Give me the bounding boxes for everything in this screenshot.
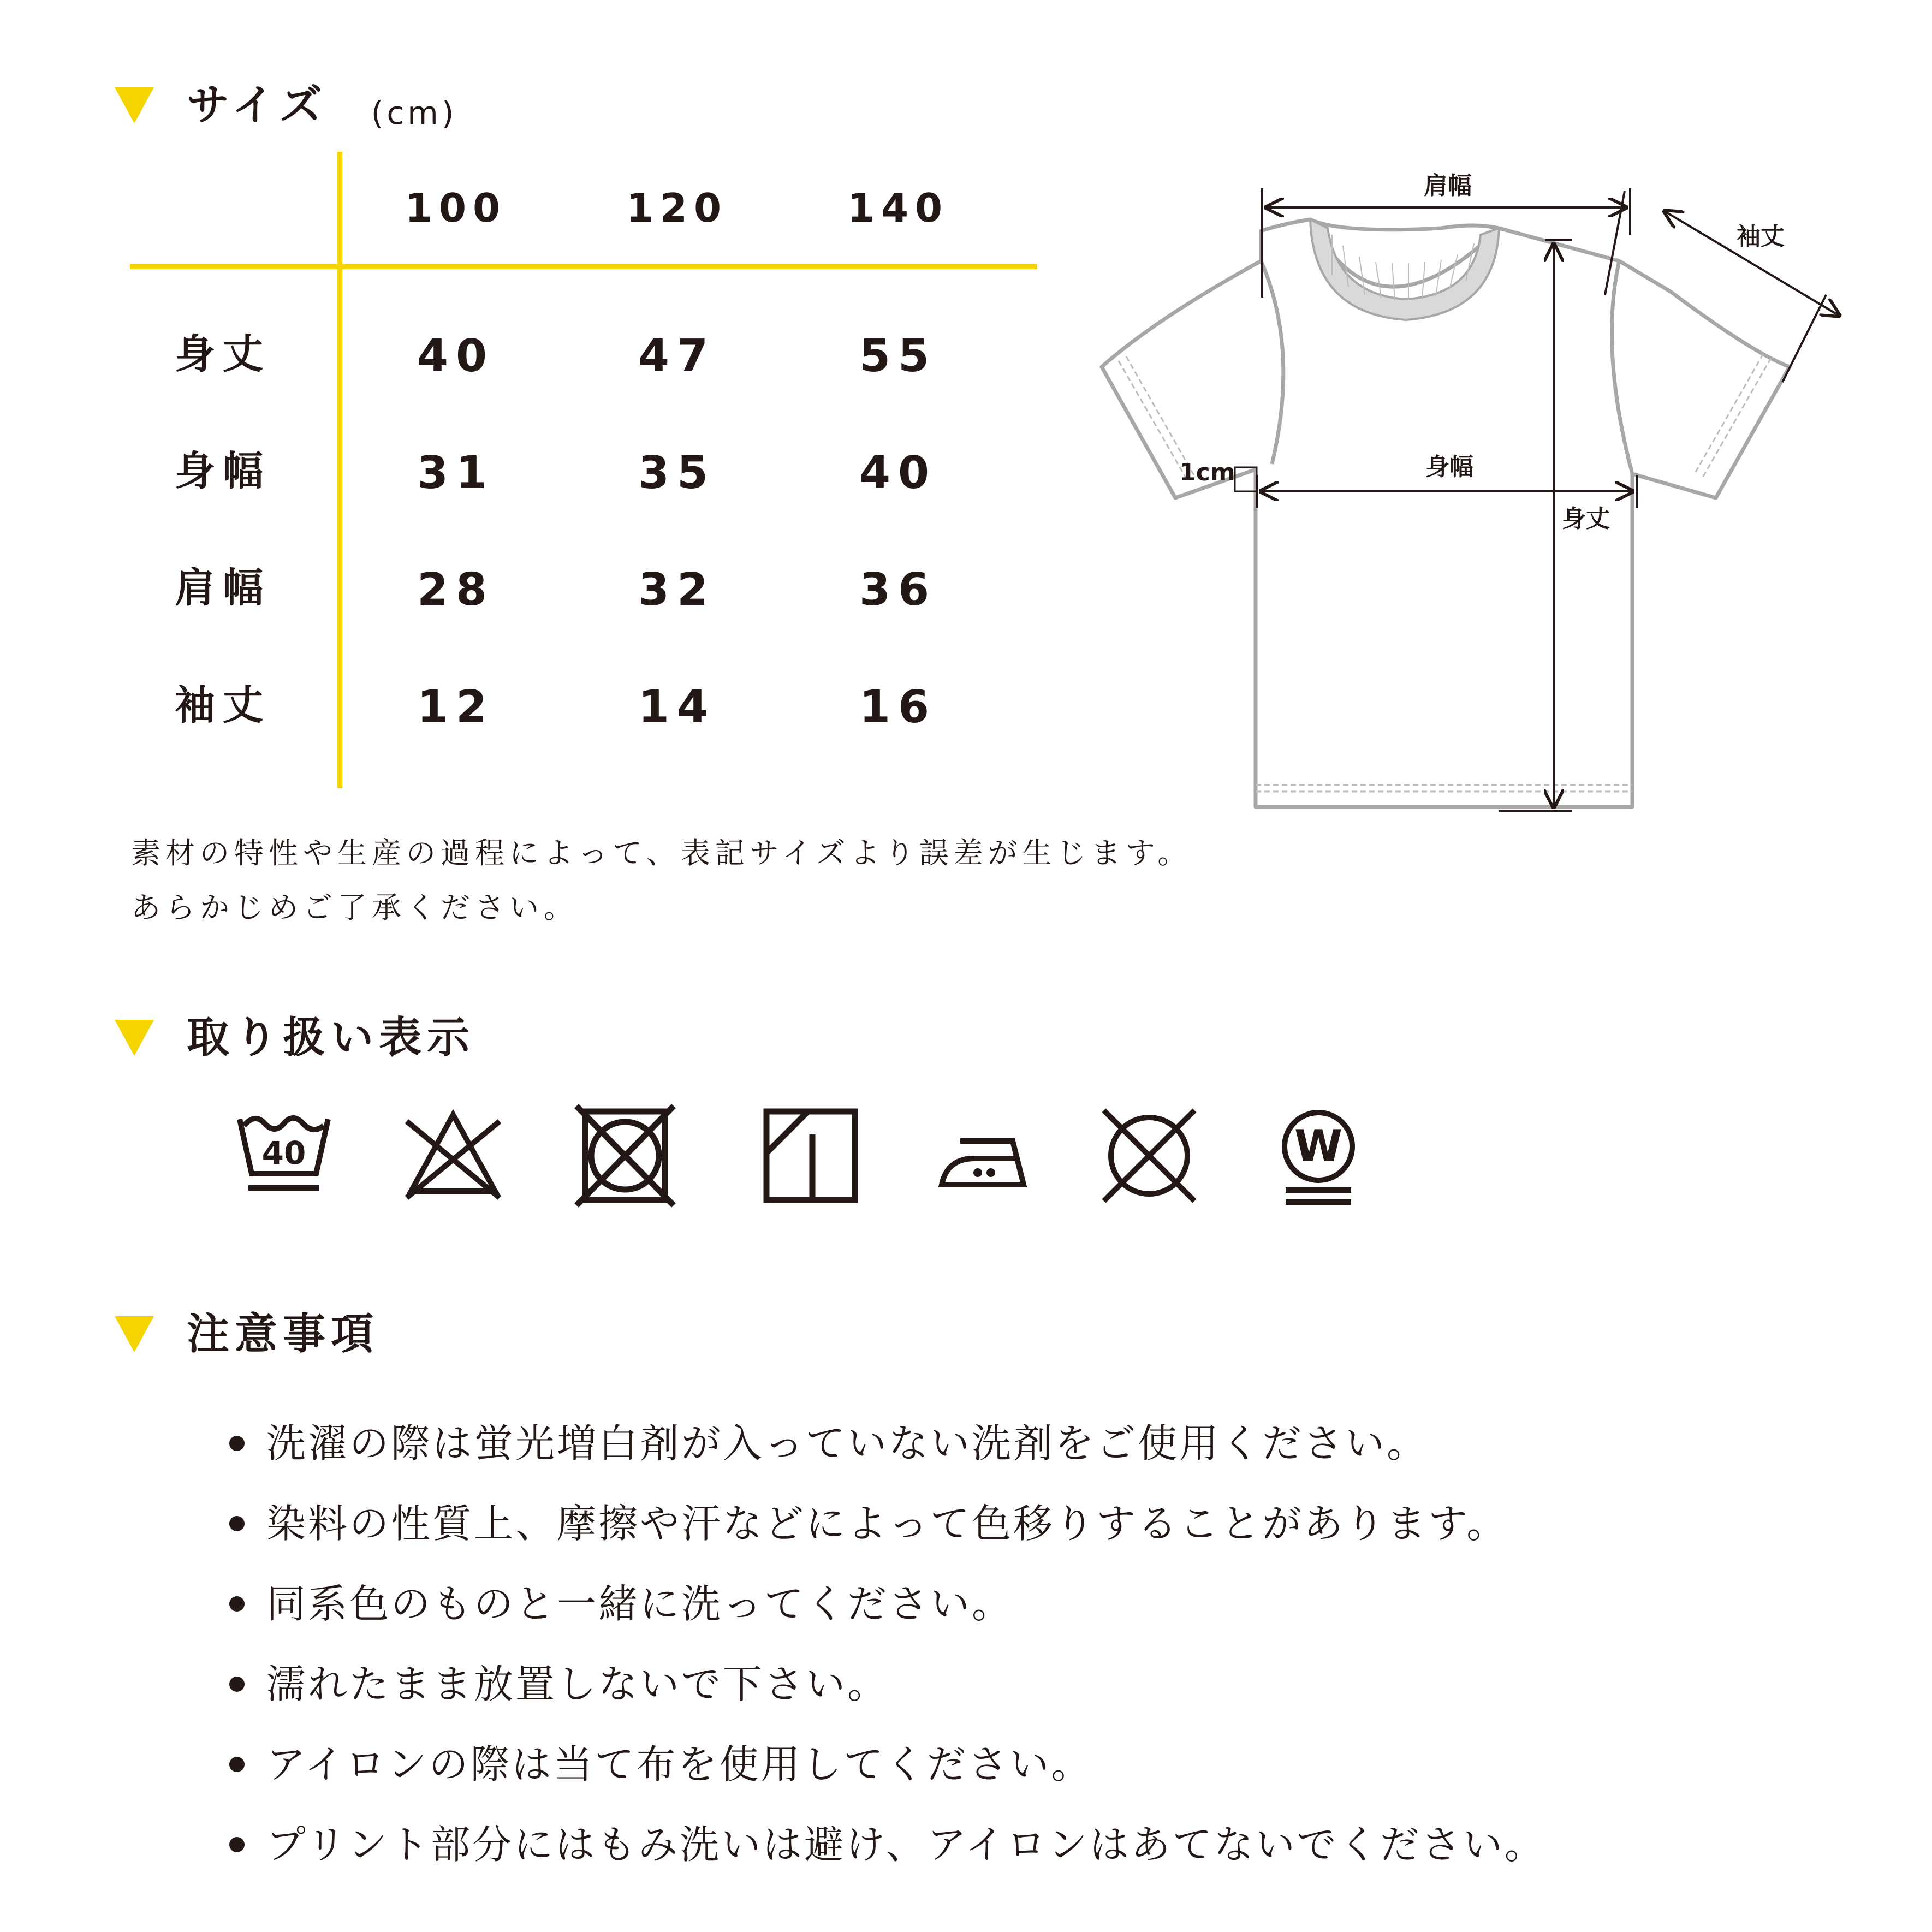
wash-40-icon [232,1104,336,1208]
list-item [229,1581,1014,1627]
table-vertical-divider [337,152,342,788]
label-sleeve-length: 袖丈 [1737,223,1785,251]
iron-medium-icon [931,1104,1035,1208]
bullet-icon [229,1837,245,1852]
table-cell: 36 [859,564,937,616]
bullet-icon [229,1596,245,1612]
wet-clean-mild-icon [1267,1104,1370,1208]
svg-text:W: W [1294,1121,1343,1172]
size-note-line2: あらかじめご了承ください。 [131,890,578,925]
label-shoulder-width: 肩幅 [1424,172,1472,200]
table-cell: 40 [417,330,495,382]
list-item-text: アイロンの際は当て布を使用してください。 [266,1741,1093,1787]
list-item [229,1822,1546,1868]
list-item-text: 洗濯の際は蛍光増白剤が入っていない洗剤をご使用ください。 [266,1420,1429,1466]
triangle-marker-icon [115,1316,154,1352]
notes-section-title: 注意事項 [187,1310,379,1359]
size-section-title: サイズ [187,81,328,130]
bullet-icon [229,1677,245,1692]
list-item [229,1741,1093,1787]
row-label-sleeve: 袖丈 [175,682,271,729]
table-cell: 40 [859,447,937,499]
collar-ribbing [1310,219,1499,320]
care-section-header [115,1013,475,1062]
no-bleach-icon [401,1104,505,1208]
measurement-lines [1235,188,1841,811]
list-item [229,1420,1429,1466]
row-label-length: 身丈 [175,331,271,378]
list-item-text: プリント部分にはもみ洗いは避け、アイロンはあてないでください。 [266,1822,1546,1868]
label-chest-width: 身幅 [1425,453,1473,481]
care-section-title: 取り扱い表示 [187,1013,475,1062]
size-section-header [115,79,457,132]
table-cell: 47 [638,330,716,382]
line-dry-shade-icon [759,1104,863,1208]
triangle-marker-icon [115,87,154,123]
list-item-text: 同系色のものと一緒に洗ってください。 [266,1581,1014,1627]
list-item-text: 染料の性質上、摩擦や汗などによって色移りすることがあります。 [266,1501,1508,1547]
size-unit: (cm) [371,94,457,132]
table-cell: 28 [417,564,495,616]
table-cell: 16 [859,681,937,733]
no-tumble-dry-icon [573,1104,677,1208]
list-item [229,1501,1508,1547]
row-label-chest: 身幅 [175,448,271,495]
no-dry-clean-icon [1097,1104,1201,1208]
table-cell: 31 [417,447,495,499]
size-column-120: 120 [626,185,728,231]
list-item [229,1661,889,1707]
label-offset: 1cm [1179,459,1235,486]
table-cell: 32 [638,564,716,616]
table-cell: 35 [638,447,716,499]
size-column-100: 100 [405,185,507,231]
svg-text:40: 40 [261,1134,306,1172]
row-label-shoulder: 肩幅 [175,564,271,611]
stitch-lines [1119,354,1771,792]
size-column-140: 140 [847,185,949,231]
bullet-icon [229,1757,245,1772]
table-cell: 12 [417,681,495,733]
notes-section-header [115,1310,379,1359]
tshirt-measurement-diagram [1081,153,1856,830]
label-body-length: 身丈 [1562,505,1610,533]
table-horizontal-divider [130,264,1037,269]
table-cell: 55 [859,330,937,382]
table-cell: 14 [638,681,716,733]
bullet-icon [229,1516,245,1531]
bullet-icon [229,1436,245,1451]
size-note-line1: 素材の特性や生産の過程によって、表記サイズより誤差が生じます。 [131,836,1192,870]
triangle-marker-icon [115,1020,154,1056]
list-item-text: 濡れたまま放置しないで下さい。 [266,1661,889,1707]
